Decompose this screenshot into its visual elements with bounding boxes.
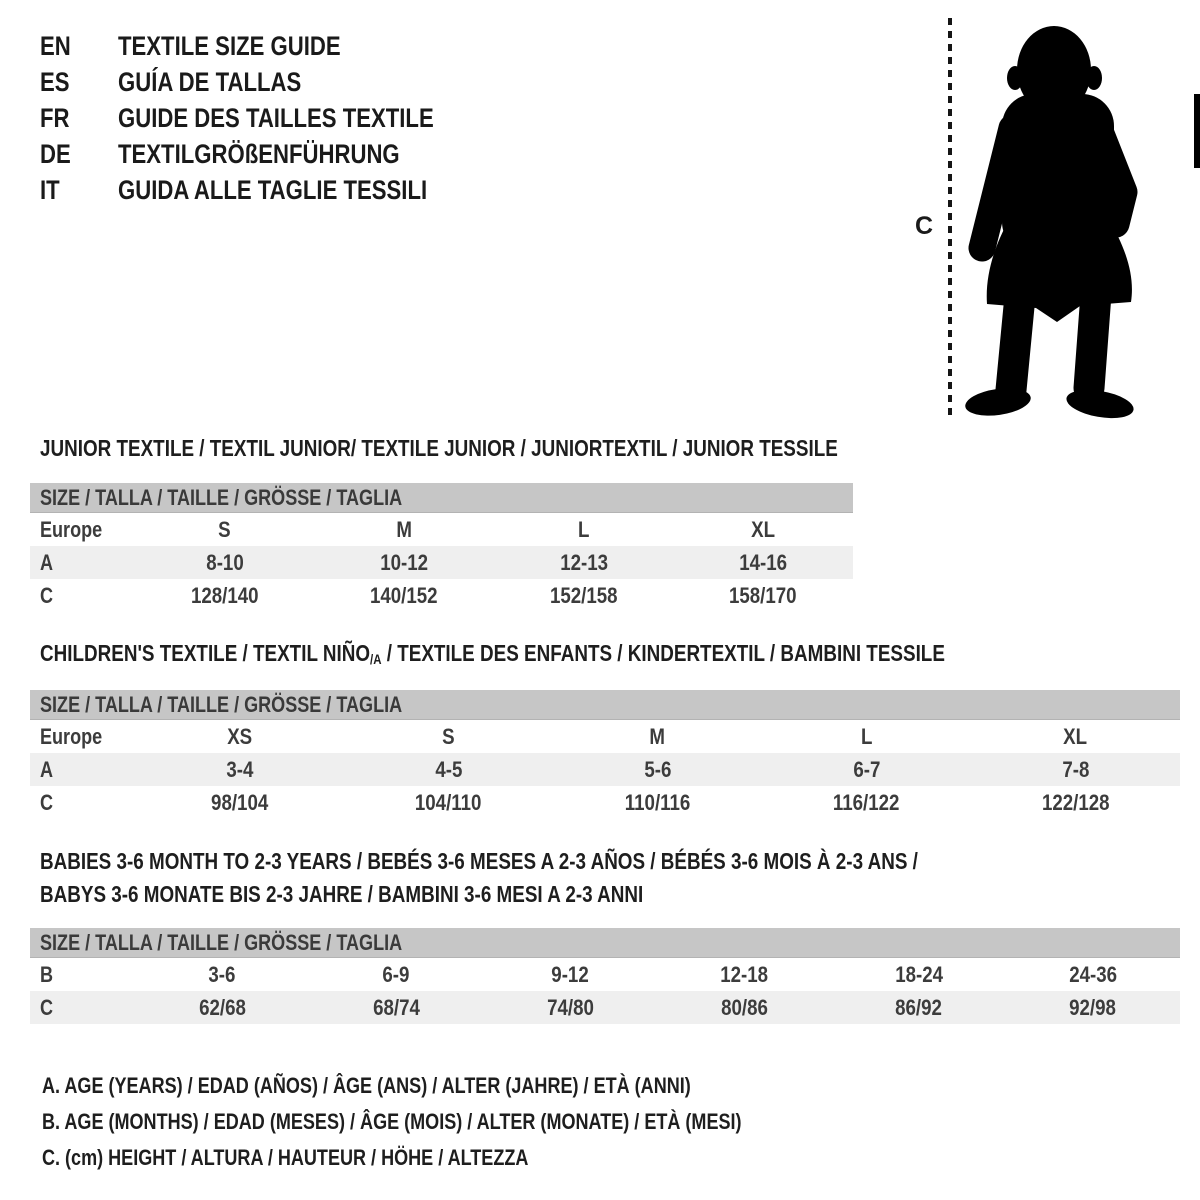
- value-cell: 12-13: [559, 550, 608, 575]
- table-row-c: [30, 579, 853, 612]
- value-cell: 104/110: [415, 790, 482, 815]
- value-cell: S: [442, 724, 455, 749]
- table-row-europe: [30, 513, 853, 546]
- value-cell: 6-9: [382, 962, 410, 987]
- value-cell: 122/128: [1041, 790, 1110, 815]
- value-cell: 74/80: [547, 995, 594, 1020]
- size-header-bar: SIZE / TALLA / TAILLE / GRÖSSE / TAGLIA: [30, 483, 853, 513]
- value-cell: S: [218, 517, 231, 542]
- value-cell: XL: [1063, 724, 1088, 749]
- value-cell: 9-12: [551, 962, 590, 987]
- table-row-c: [30, 991, 1180, 1024]
- value-cell: 98/104: [210, 790, 269, 815]
- value-cell: 116/122: [833, 790, 900, 815]
- value-cell: 3-6: [208, 962, 236, 987]
- row-label-cell: C: [40, 790, 54, 815]
- legend-block: [42, 1068, 895, 1176]
- value-cell: 110/116: [624, 790, 691, 815]
- row-label-cell: Europe: [40, 724, 103, 749]
- value-cell: 24-36: [1069, 962, 1117, 987]
- value-cell: 158/170: [729, 583, 798, 608]
- value-cell: 3-4: [225, 757, 254, 782]
- value-cell: L: [860, 724, 873, 749]
- value-cell: 7-8: [1061, 757, 1090, 782]
- row-label-cell: A: [40, 550, 54, 575]
- value-cell: 128/140: [190, 583, 259, 608]
- value-cell: 12-18: [720, 962, 769, 987]
- value-cell: 10-12: [380, 550, 429, 575]
- babies-section-title: BABIES 3-6 MONTH TO 2-3 YEARS / BEBÉS 3-6 MESES A 2-3 AÑOS / BÉBÉS 3-6 MOIS À 2-3 ANS / BABYS 3-6 MONATE BIS 2-3 JAHRE / BAMBINI 3-6 MESI A 2-3 ANNI: [40, 848, 918, 907]
- children-section-title: CHILDREN'S TEXTILE / TEXTIL NIÑO/A / TEXTILE DES ENFANTS / KINDERTEXTIL / BAMBINI TESSILE: [40, 640, 945, 667]
- value-cell: 68/74: [372, 995, 420, 1020]
- language-row: [40, 136, 503, 172]
- value-cell: 8-10: [206, 550, 244, 575]
- language-title: GUIDE DES TAILLES TEXTILE: [118, 103, 434, 133]
- value-cell: L: [578, 517, 590, 542]
- value-cell: 18-24: [894, 962, 943, 987]
- table-row-europe: [30, 720, 1180, 753]
- value-cell: 5-6: [643, 757, 672, 782]
- language-title: GUÍA DE TALLAS: [118, 67, 302, 97]
- height-dimension-line: [948, 18, 952, 416]
- row-label-cell: B: [40, 962, 54, 987]
- value-cell: XS: [227, 724, 252, 749]
- language-code: EN: [40, 31, 71, 61]
- row-label-cell: A: [40, 757, 54, 782]
- table-row-a: [30, 753, 1180, 786]
- language-title-block: [40, 28, 503, 208]
- toddler-silhouette-icon: [960, 20, 1146, 420]
- value-cell: 80/86: [721, 995, 768, 1020]
- value-cell: XL: [751, 517, 776, 542]
- value-cell: 62/68: [198, 995, 246, 1020]
- value-cell: M: [649, 724, 666, 749]
- legend-line-c: C. (cm) HEIGHT / ALTURA / HAUTEUR / HÖHE / ALTEZZA: [42, 1145, 529, 1170]
- row-label-cell: C: [40, 583, 54, 608]
- junior-section-title: JUNIOR TEXTILE / TEXTIL JUNIOR/ TEXTILE JUNIOR / JUNIORTEXTIL / JUNIOR TESSILE: [40, 435, 838, 461]
- language-title: TEXTILE SIZE GUIDE: [118, 31, 341, 61]
- value-cell: 152/158: [549, 583, 618, 608]
- language-code: DE: [40, 139, 71, 169]
- language-title: GUIDA ALLE TAGLIE TESSILI: [118, 175, 428, 205]
- size-header-bar: SIZE / TALLA / TAILLE / GRÖSSE / TAGLIA: [30, 690, 1180, 720]
- table-row-b: [30, 958, 1180, 991]
- value-cell: 14-16: [739, 550, 788, 575]
- babies-size-table: [30, 928, 1180, 1024]
- language-row: [40, 100, 503, 136]
- legend-line-a: A. AGE (YEARS) / EDAD (AÑOS) / ÂGE (ANS) / ALTER (JAHRE) / ETÀ (ANNI): [42, 1073, 691, 1098]
- language-row: [40, 64, 503, 100]
- language-code: FR: [40, 103, 70, 133]
- language-row: [40, 28, 503, 64]
- children-size-table: [30, 690, 1180, 819]
- language-code: ES: [40, 67, 70, 97]
- value-cell: 6-7: [852, 757, 881, 782]
- language-row: [40, 172, 503, 208]
- edge-crop-artifact: [1194, 94, 1200, 168]
- value-cell: M: [396, 517, 413, 542]
- legend-line-b: B. AGE (MONTHS) / EDAD (MESES) / ÂGE (MOIS) / ALTER (MONATE) / ETÀ (MESI): [42, 1109, 742, 1134]
- row-label-cell: C: [40, 995, 54, 1020]
- dimension-label-c: C: [915, 212, 934, 240]
- junior-size-table: [30, 483, 853, 612]
- language-title: TEXTILGRÖßENFÜHRUNG: [118, 139, 400, 169]
- row-label-cell: Europe: [40, 517, 103, 542]
- table-row-a: [30, 546, 853, 579]
- size-header-bar: SIZE / TALLA / TAILLE / GRÖSSE / TAGLIA: [30, 928, 1180, 958]
- value-cell: 92/98: [1069, 995, 1117, 1020]
- table-row-c: [30, 786, 1180, 819]
- language-code: IT: [40, 175, 60, 205]
- value-cell: 4-5: [434, 757, 463, 782]
- value-cell: 86/92: [895, 995, 943, 1020]
- value-cell: 140/152: [370, 583, 439, 608]
